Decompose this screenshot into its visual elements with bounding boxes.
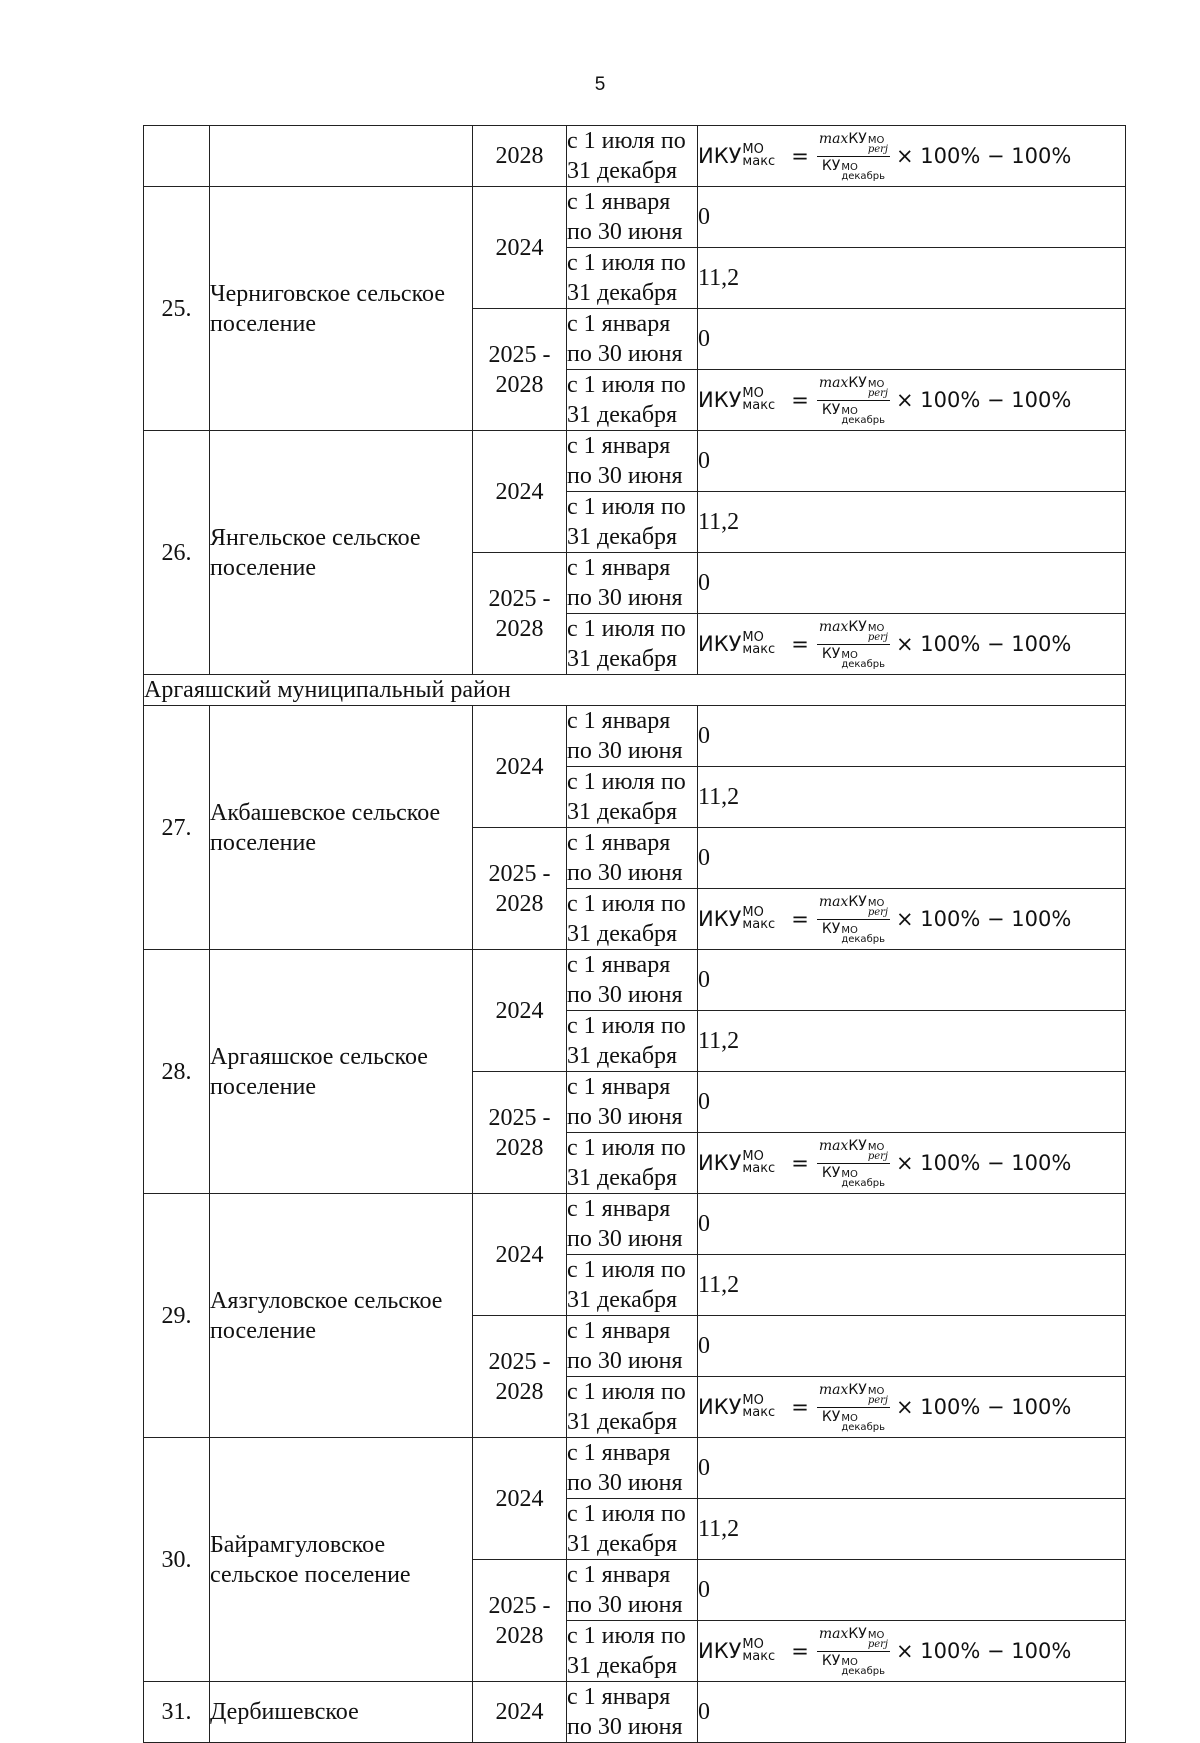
settlement-name: Черниговское сельское поселение	[210, 187, 473, 431]
period-cell: с 1 января по 30 июня	[567, 1316, 698, 1377]
row-number: 26.	[144, 431, 210, 675]
period-cell: с 1 января по 30 июня	[567, 828, 698, 889]
value-cell: 0	[698, 1072, 1126, 1133]
period-cell: с 1 января по 30 июня	[567, 309, 698, 370]
row-number: 27.	[144, 706, 210, 950]
value-cell: 0	[698, 309, 1126, 370]
district-row	[144, 675, 1126, 706]
year-cell: 2025 - 2028	[473, 553, 567, 675]
year-cell: 2024	[473, 1682, 567, 1743]
year-cell: 2025 - 2028	[473, 309, 567, 431]
year-cell: 2025 - 2028	[473, 1560, 567, 1682]
period-cell: с 1 января по 30 июня	[567, 1438, 698, 1499]
formula-fraction: maxКУ МО perj КУ МО декабрь	[818, 893, 889, 945]
formula-fraction: maxКУ МО perj КУ МО декабрь	[818, 1137, 889, 1189]
formula-cell	[698, 370, 1126, 431]
period-cell: с 1 июля по 31 декабря	[567, 1011, 698, 1072]
period-cell: с 1 июля по 31 декабря	[567, 614, 698, 675]
formula-fraction: maxКУ МО perj КУ МО декабрь	[818, 130, 889, 182]
row-number: 29.	[144, 1194, 210, 1438]
row-number: 28.	[144, 950, 210, 1194]
period-cell: с 1 июля по 31 декабря	[567, 767, 698, 828]
row-number: 30.	[144, 1438, 210, 1682]
formula: ИКУ МО макс = maxКУ МО perj КУ МО декабрь × 100% − 100%	[698, 1625, 1072, 1677]
settlement-name: Байрамгуловское сельское поселение	[210, 1438, 473, 1682]
year-cell: 2025 - 2028	[473, 1072, 567, 1194]
value-cell: 0	[698, 1560, 1126, 1621]
table-row	[144, 1438, 1126, 1499]
value-cell: 0	[698, 1438, 1126, 1499]
table-row	[144, 187, 1126, 248]
formula: ИКУ МО макс = maxКУ МО perj КУ МО декабрь × 100% − 100%	[698, 130, 1072, 182]
district-heading: Аргаяшский муниципальный район	[144, 675, 1126, 706]
page-number: 5	[594, 74, 606, 95]
formula: ИКУ МО макс = maxКУ МО perj КУ МО декабрь × 100% − 100%	[698, 618, 1072, 670]
year-cell: 2024	[473, 706, 567, 828]
formula: ИКУ МО макс = maxКУ МО perj КУ МО декабрь × 100% − 100%	[698, 1137, 1072, 1189]
period-cell: с 1 января по 30 июня	[567, 950, 698, 1011]
formula-cell	[698, 1377, 1126, 1438]
settlement-name: Дербишевское	[210, 1682, 473, 1743]
value-cell: 0	[698, 950, 1126, 1011]
formula-fraction: maxКУ МО perj КУ МО декабрь	[818, 1381, 889, 1433]
formula: ИКУ МО макс = maxКУ МО perj КУ МО декабрь × 100% − 100%	[698, 1381, 1072, 1433]
period-cell: с 1 января по 30 июня	[567, 1560, 698, 1621]
period-cell: с 1 июля по 31 декабря	[567, 492, 698, 553]
formula: ИКУ МО макс = maxКУ МО perj КУ МО декабрь × 100% − 100%	[698, 374, 1072, 426]
value-cell: 0	[698, 1316, 1126, 1377]
period-cell: с 1 июля по 31 декабря	[567, 1133, 698, 1194]
value-cell: 0	[698, 828, 1126, 889]
row-number: 31.	[144, 1682, 210, 1743]
year-cell: 2024	[473, 1194, 567, 1316]
period-cell: с 1 января по 30 июня	[567, 553, 698, 614]
period-cell: с 1 января по 30 июня	[567, 1194, 698, 1255]
table-row	[144, 1194, 1126, 1255]
period-cell: с 1 июля по 31 декабря	[567, 1621, 698, 1682]
value-cell: 0	[698, 187, 1126, 248]
settlement-name: Янгельское сельское поселение	[210, 431, 473, 675]
period-cell: с 1 января по 30 июня	[567, 706, 698, 767]
period-cell: с 1 июля по 31 декабря	[567, 248, 698, 309]
table-row	[144, 1682, 1126, 1743]
formula-fraction: maxКУ МО perj КУ МО декабрь	[818, 1625, 889, 1677]
period-cell: с 1 июля по 31 декабря	[567, 1377, 698, 1438]
value-cell: 11,2	[698, 767, 1126, 828]
table-row	[144, 126, 1126, 187]
period-cell: с 1 июля по 31 декабря	[567, 1255, 698, 1316]
formula-cell	[698, 1621, 1126, 1682]
value-cell: 11,2	[698, 1499, 1126, 1560]
value-cell: 11,2	[698, 1255, 1126, 1316]
year-cell: 2024	[473, 187, 567, 309]
formula-cell	[698, 126, 1126, 187]
number-cell	[144, 126, 210, 187]
period-cell: с 1 января по 30 июня	[567, 1682, 698, 1743]
value-cell: 11,2	[698, 248, 1126, 309]
table-row	[144, 431, 1126, 492]
period-cell: с 1 июля по 31 декабря	[567, 1499, 698, 1560]
period-cell: с 1 января по 30 июня	[567, 1072, 698, 1133]
year-cell: 2024	[473, 431, 567, 553]
formula-fraction: maxКУ МО perj КУ МО декабрь	[818, 374, 889, 426]
year-cell: 2025 - 2028	[473, 828, 567, 950]
year-cell: 2028	[473, 126, 567, 187]
value-cell: 0	[698, 431, 1126, 492]
value-cell: 0	[698, 1194, 1126, 1255]
tariff-table	[143, 125, 1126, 1743]
period-cell: с 1 июля по 31 декабря	[567, 126, 698, 187]
period-cell: с 1 июля по 31 декабря	[567, 370, 698, 431]
value-cell: 11,2	[698, 492, 1126, 553]
table-row	[144, 950, 1126, 1011]
value-cell: 0	[698, 553, 1126, 614]
row-number: 25.	[144, 187, 210, 431]
formula-fraction: maxКУ МО perj КУ МО декабрь	[818, 618, 889, 670]
settlement-name: Аязгуловское сельское поселение	[210, 1194, 473, 1438]
period-cell: с 1 июля по 31 декабря	[567, 889, 698, 950]
name-cell	[210, 126, 473, 187]
formula-cell	[698, 1133, 1126, 1194]
year-cell: 2024	[473, 1438, 567, 1560]
table-row	[144, 706, 1126, 767]
year-cell: 2024	[473, 950, 567, 1072]
settlement-name: Аргаяшское сельское поселение	[210, 950, 473, 1194]
year-cell: 2025 - 2028	[473, 1316, 567, 1438]
settlement-name: Акбашевское сельское поселение	[210, 706, 473, 950]
formula: ИКУ МО макс = maxКУ МО perj КУ МО декабрь × 100% − 100%	[698, 893, 1072, 945]
value-cell: 0	[698, 706, 1126, 767]
period-cell: с 1 января по 30 июня	[567, 431, 698, 492]
formula-cell	[698, 889, 1126, 950]
formula-cell	[698, 614, 1126, 675]
period-cell: с 1 января по 30 июня	[567, 187, 698, 248]
value-cell: 11,2	[698, 1011, 1126, 1072]
value-cell: 0	[698, 1682, 1126, 1743]
